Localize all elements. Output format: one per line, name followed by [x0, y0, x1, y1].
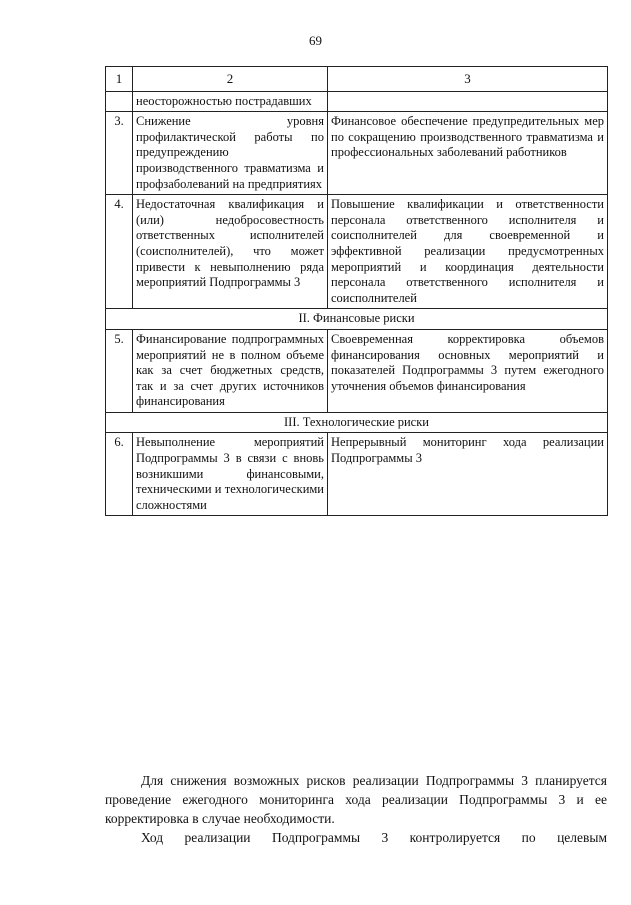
header-col-1: 1	[106, 67, 133, 92]
risk-cell: неосторожностью пострадавших	[133, 91, 328, 112]
measure-cell: Финансовое обеспечение предупредительных мер по сокращению производственного травматизма и профессиональных заболеваний работников	[328, 112, 608, 195]
risk-cell: Недостаточная квалификация и (или) недобросовестность ответственных исполнителей (соисполнителей), что может привести к невыполнению ряда мероприятий Подпрограммы 3	[133, 195, 328, 309]
risk-table	[105, 66, 608, 516]
measure-cell: Непрерывный мониторинг хода реализации Подпрограммы 3	[328, 433, 608, 516]
section-row-financial	[106, 309, 608, 330]
measure-cell	[328, 91, 608, 112]
section-heading-technological: III. Технологические риски	[106, 412, 608, 433]
risk-cell: Невыполнение мероприятий Подпрограммы 3 в связи с вновь возникшими финансовыми, техническими и технологическими сложностями	[133, 433, 328, 516]
section-heading-financial: II. Финансовые риски	[106, 309, 608, 330]
table-row-3	[106, 112, 608, 195]
row-number: 6.	[106, 433, 133, 516]
section-row-technological	[106, 412, 608, 433]
risk-cell: Финансирование подпрограммных мероприятий не в полном объеме как за счет бюджетных средств, так и за счет других источников финансирования	[133, 329, 328, 412]
table-row-4	[106, 195, 608, 309]
table-row-5	[106, 329, 608, 412]
closing-paragraph-1: Для снижения возможных рисков реализации Подпрограммы 3 планируется проведение ежегодного мониторинга хода реализации Подпрограммы 3 и ее корректировка в случае необходимости.	[105, 773, 607, 827]
row-number: 4.	[106, 195, 133, 309]
closing-paragraph-2: Ход реализации Подпрограммы 3 контролируется по целевым	[141, 830, 607, 845]
table-row-continuation	[106, 91, 608, 112]
measure-cell: Своевременная корректировка объемов финансирования основных мероприятий и показателей Подпрограммы 3 путем ежегодного уточнения объемов финансирования	[328, 329, 608, 412]
risk-cell: Снижение уровня профилактической работы по предупреждению производственного травматизма и профзаболеваний на предприятиях	[133, 112, 328, 195]
measure-cell: Повышение квалификации и ответственности персонала ответственного исполнителя и соисполнителей для своевременной и эффективной реализации предусмотренных мероприятий и координация деятельности персонала ответственного исполнителя и соисполнителей	[328, 195, 608, 309]
page-number: 69	[309, 33, 322, 48]
header-col-2: 2	[133, 67, 328, 92]
row-number	[106, 91, 133, 112]
row-number: 3.	[106, 112, 133, 195]
row-number: 5.	[106, 329, 133, 412]
table-header-row	[106, 67, 608, 92]
header-col-3: 3	[328, 67, 608, 92]
table-row-6	[106, 433, 608, 516]
